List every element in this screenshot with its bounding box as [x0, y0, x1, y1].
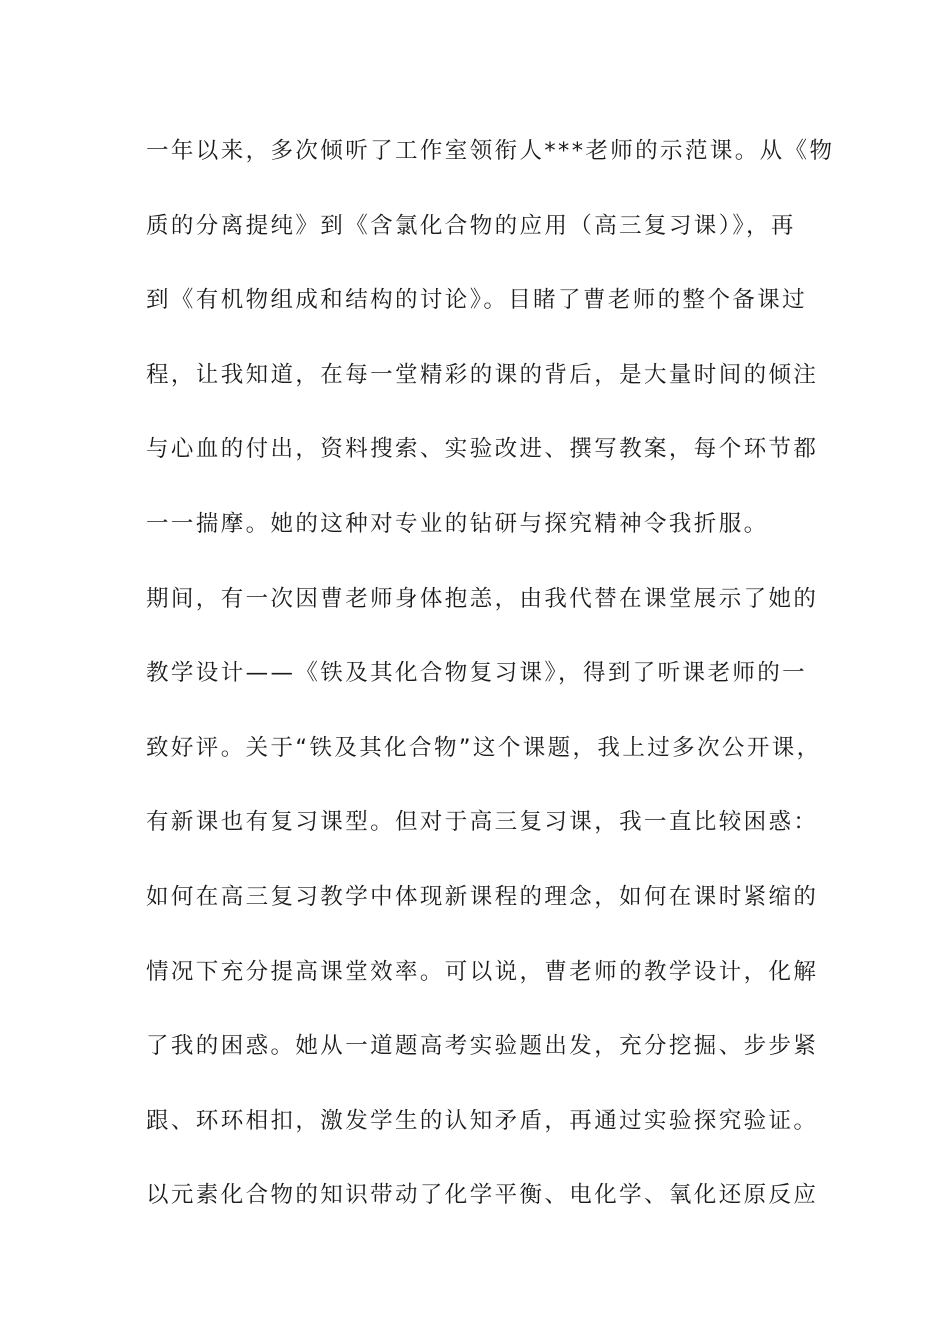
text-line: 情况下充分提高课堂效率。可以说，曹老师的教学设计，化解 [146, 958, 819, 985]
text-line: 到《有机物组成和结构的讨论》。目睹了曹老师的整个备课过 [146, 287, 808, 314]
text-line: 了我的困惑。她从一道题高考实验题出发，充分挖掘、步步紧 [146, 1033, 819, 1060]
text-line: 一年以来，多次倾听了工作室领衔人***老师的示范课。从《物 [146, 138, 835, 164]
body-text [146, 131, 835, 1250]
text-line: 程，让我知道，在每一堂精彩的课的背后，是大量时间的倾注 [146, 361, 819, 388]
text-line: 跟、环环相扣，激发学生的认知矛盾，再通过实验探究验证。 [146, 1107, 819, 1134]
text-line: 有新课也有复习课型。但对于高三复习课，我一直比较困惑： [146, 809, 819, 836]
text-line: 期间，有一次因曹老师身体抱恙，由我代替在课堂展示了她的 [146, 585, 819, 612]
text-line: 与心血的付出，资料搜索、实验改进、撰写教案，每个环节都 [146, 436, 819, 463]
text-line: 以元素化合物的知识带动了化学平衡、电化学、氧化还原反应 [146, 1182, 819, 1209]
text-line: 质的分离提纯》到《含氯化合物的应用（高三复习课）》，再 [146, 212, 796, 239]
text-line: 致好评。关于“铁及其化合物”这个课题，我上过多次公开课， [146, 734, 822, 761]
text-line: 如何在高三复习教学中体现新课程的理念，如何在课时紧缩的 [146, 883, 819, 910]
text-line: 一一揣摩。她的这种对专业的钻研与探究精神令我折服。 [146, 510, 769, 537]
text-line: 教学设计——《铁及其化合物复习课》，得到了听课老师的一 [146, 660, 808, 687]
